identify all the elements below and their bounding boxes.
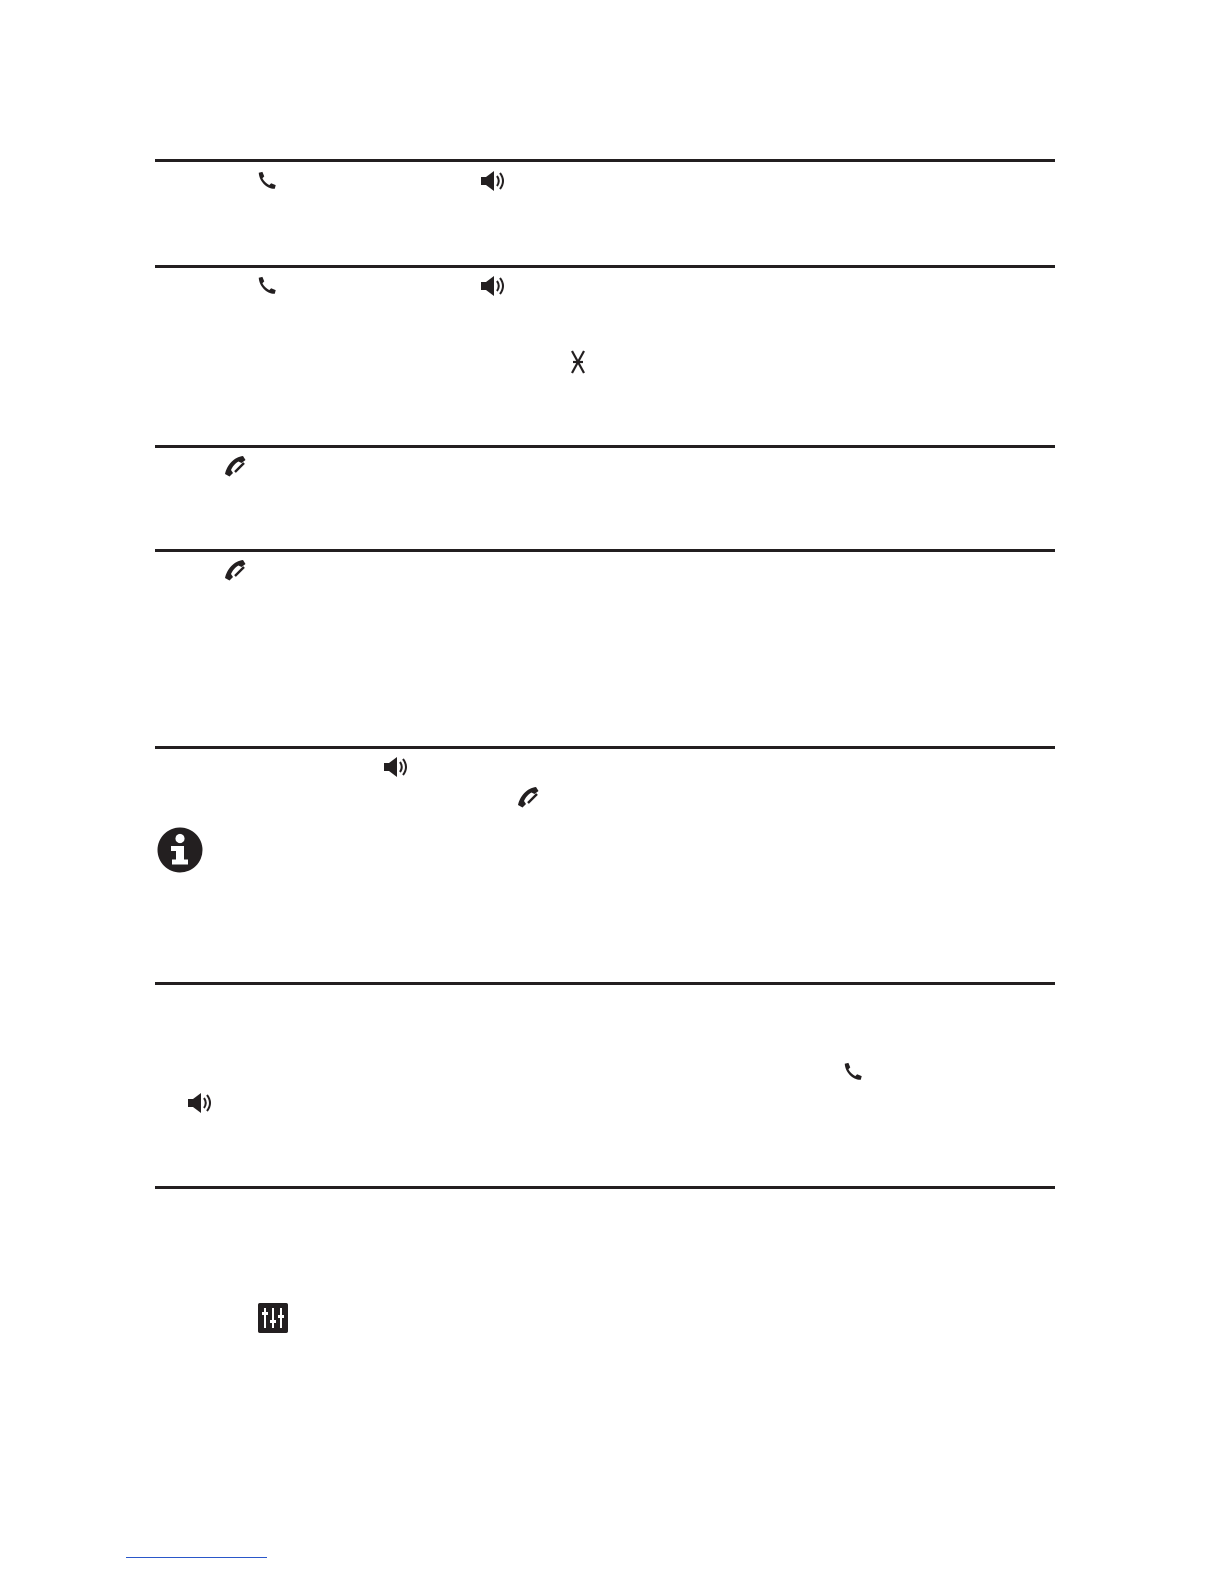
info-icon <box>156 826 204 874</box>
speaker-icon <box>480 275 508 297</box>
section-divider <box>155 1186 1055 1189</box>
section-divider <box>155 746 1055 749</box>
section-divider <box>155 549 1055 552</box>
section-divider <box>155 159 1055 162</box>
phone-off-icon <box>223 454 249 478</box>
footer-rule <box>126 1557 267 1558</box>
flash-icon <box>570 350 586 374</box>
phone-talk-icon <box>256 275 278 297</box>
phone-off-icon <box>223 558 249 582</box>
section-divider <box>155 265 1055 268</box>
speaker-icon <box>383 756 411 778</box>
speaker-icon <box>480 170 508 192</box>
phone-talk-icon <box>256 170 278 192</box>
speaker-icon <box>187 1092 215 1114</box>
phone-off-icon <box>516 785 542 809</box>
section-divider <box>155 445 1055 448</box>
phone-talk-icon <box>842 1061 864 1083</box>
section-divider <box>155 982 1055 985</box>
equalizer-icon <box>258 1303 288 1333</box>
